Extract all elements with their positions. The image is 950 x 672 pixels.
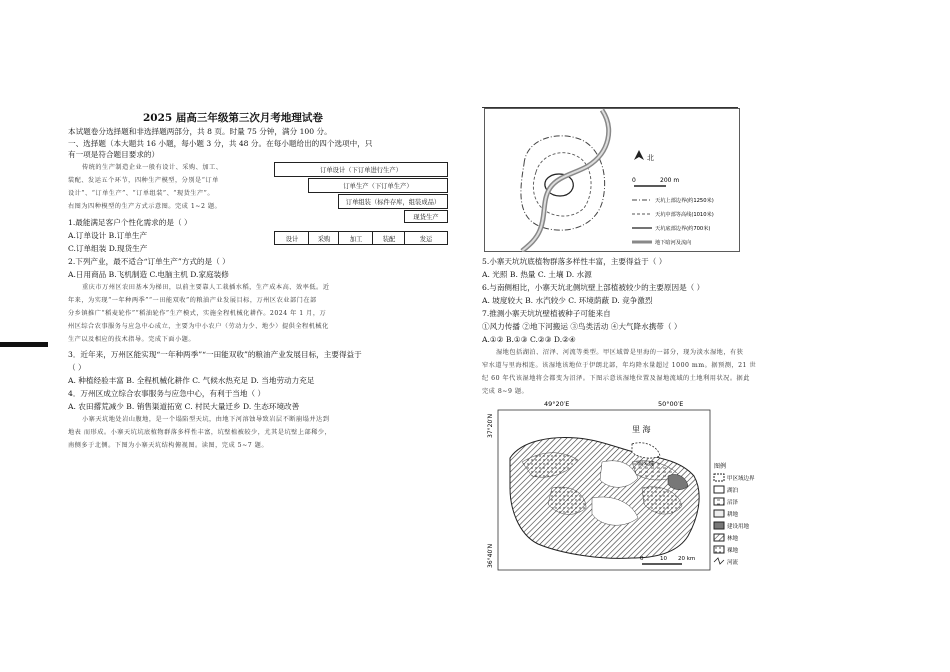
- stage-assemble: 装配: [372, 231, 406, 245]
- tiankeng-map: [484, 108, 740, 252]
- legend-item: 耕地: [727, 512, 739, 518]
- legend-item: 甲区域边界: [727, 476, 755, 482]
- legend-item: 裸地: [727, 548, 739, 554]
- q6-options: A. 坡度较大 B. 水汽较少 C. 环境荫蔽 D. 竞争激烈: [482, 296, 653, 305]
- q5-stem: 5.小寨天坑坑底植物群落多样性丰富，主要得益于（ ）: [482, 257, 667, 266]
- q7-options: A.①② B.①③ C.②③ D.②④: [482, 335, 576, 344]
- q2-stem: 2.下列产业，最不适合“订单生产”方式的是（ ）: [68, 257, 230, 266]
- exam-intro: 本试题卷分选择题和非选择题两部分，共 8 页。时量 75 分钟，满分 100 分。: [68, 127, 332, 136]
- section1-heading-cont: 有一项是符合题目要求的）: [68, 150, 160, 159]
- row-order-production: 订单生产（下订单生产）: [308, 178, 448, 193]
- passage2-line: 年来，为实现“一年种两季”“一田能双收”的粮油产业发展目标，万州区农业部门在部: [68, 297, 317, 304]
- region-label: 甲区域: [636, 461, 655, 468]
- passage1-line: 设计”、“订单生产”、“订单组装”、“现货生产”。: [68, 190, 215, 197]
- passage3-line: 小寨天坑地处岩山腹地，是一个塌陷型天坑，由地下河溶蚀导致岩层不断崩塌并达到: [82, 416, 330, 423]
- q5-options: A. 光照 B. 热量 C. 土壤 D. 水源: [482, 270, 592, 279]
- q1-options: C.订单组装 D.现货生产: [68, 244, 148, 253]
- legend-item: 林地: [727, 536, 739, 542]
- sea-label: 里 海: [632, 425, 651, 434]
- legend-upper: 天坑上部边界(约1250米): [655, 198, 714, 204]
- q1-options: A.订单设计 B.订单生产: [68, 231, 148, 240]
- legend-river: 地下暗河及流向: [655, 240, 692, 246]
- lon-label-2: 50°00′E: [658, 400, 684, 408]
- passage4-line: 完成 8~9 题。: [482, 388, 529, 395]
- stage-purchase: 采购: [308, 231, 340, 245]
- passage1-line: 传统的生产制造企业一般有设计、采购、加工、: [82, 164, 223, 171]
- q3-options: A. 种植经验丰富 B. 全程机械化耕作 C. 气候水热充足 D. 当地劳动力充足: [68, 376, 315, 385]
- legend-item: 湖泊: [727, 488, 739, 494]
- legend-middle: 天坑中部等高线(1010米): [655, 212, 714, 218]
- stage-process: 加工: [338, 231, 374, 245]
- legend-item: 建设用地: [727, 524, 750, 530]
- q7-items: ①风力传播 ②地下河搬运 ③鸟类活动 ④大气降水携带（ ）: [482, 322, 682, 331]
- passage1-line: 装配、发运五个环节，四种生产模型，分别是“订单: [68, 177, 219, 184]
- row-stock-production: 现货生产: [404, 210, 448, 223]
- scale-tick: 0: [640, 556, 644, 562]
- q4-options: A. 农田撂荒减少 B. 销售渠道拓宽 C. 村民大量迁乡 D. 生态环境改善: [68, 402, 300, 411]
- q2-options: A.日用商品 B.飞机制造 C.电脑主机 D.家庭装修: [68, 270, 229, 279]
- scale-zero: 0: [632, 177, 636, 184]
- q6-stem: 6.与南侧相比，小寨天坑北侧坑壁上部植被较少的主要原因是（ ）: [482, 283, 705, 292]
- exam-title: 2025 届高三年级第三次月考地理试卷: [143, 112, 323, 124]
- legend-item: 河流: [727, 560, 739, 566]
- q4-stem: 4．万州区成立综合农事服务与应急中心，有利于当地（ ）: [68, 389, 266, 398]
- row-order-design: 订单设计（下订单进行生产）: [274, 162, 448, 177]
- passage4-line: 湿地包括湖泊、沼泽、河流等类型。甲区域曾是里海的一部分，现为淡水湿地，有狭: [496, 349, 744, 356]
- q3-stem-cont: （ ）: [68, 363, 86, 372]
- scale-label: 200 m: [660, 177, 680, 184]
- margin-bar: [0, 342, 48, 347]
- lat-label-2: 36°40′N: [487, 543, 494, 568]
- legend-item: 沼泽: [727, 500, 739, 506]
- order-diagram: [272, 162, 448, 244]
- stage-design: 设计: [274, 231, 310, 245]
- passage2-line: 重庆市万州区农田基本为梯田，以前主要靠人工栽插水稻，生产成本高、效率低。近: [82, 284, 330, 291]
- scale-tick: 20 km: [678, 556, 696, 562]
- passage4-line: 窄水道与里海相连。该湿地该地位于伊朗北部，年均降水量超过 1000 mm。据预测，21 世: [482, 362, 757, 369]
- q1-stem: 1.最能满足客户个性化需求的是（ ）: [68, 218, 192, 227]
- lat-label-1: 37°20′N: [487, 413, 494, 438]
- passage1-line: 右图为四种模型的生产方式示意图。完成 1~2 题。: [68, 203, 222, 210]
- legend-title: 图例: [714, 463, 727, 470]
- row-order-assembly: 订单组装（标件存库，组装成品）: [338, 194, 448, 209]
- q3-stem: 3．近年来，万州区能实现“一年种两季”“一田能双收”的粮油产业发展目标，主要得益于: [68, 350, 362, 359]
- passage4-line: 纪 60 年代该湿地将会都变为沼泽。下图示意该湿地位置及湿地流域的土地利用状况。据此: [482, 375, 750, 382]
- q7-stem: 7.推测小寨天坑坑壁植被种子可能来自: [482, 309, 611, 318]
- section1-heading: 一、选择题（本大题共 16 小题，每小题 3 分，共 48 分。在每小题给出的四个选项中，只: [68, 139, 373, 148]
- wetland-map: [482, 398, 782, 574]
- legend-bottom: 天坑底部边界(约700米): [655, 226, 711, 232]
- passage3-line: 地表 而形成。小寨天坑坑底植物群落多样性丰富，坑壁植被较少，尤其是坑壁上部稀少，: [68, 429, 332, 436]
- passage2-line: 生产以及相应的技术指导。完成下面小题。: [68, 336, 196, 343]
- passage2-line: 分乡镇推广“稻麦轮作”“稻油轮作”生产模式，实施全程机械化耕作。2024 年 1 月，万: [68, 310, 327, 317]
- stage-ship: 发运: [404, 231, 448, 245]
- passage2-line: 州区综合农事服务与应急中心成立，主要为中小农户（劳动力少、地少）提供全程机械化: [68, 323, 329, 330]
- scale-tick: 10: [660, 556, 667, 562]
- north-label: 北: [647, 154, 654, 162]
- lon-label-1: 49°20′E: [544, 400, 570, 408]
- passage3-line: 南侧多于北侧。下图为小寨天坑结构俯视图。读图，完成 5~7 题。: [68, 442, 269, 449]
